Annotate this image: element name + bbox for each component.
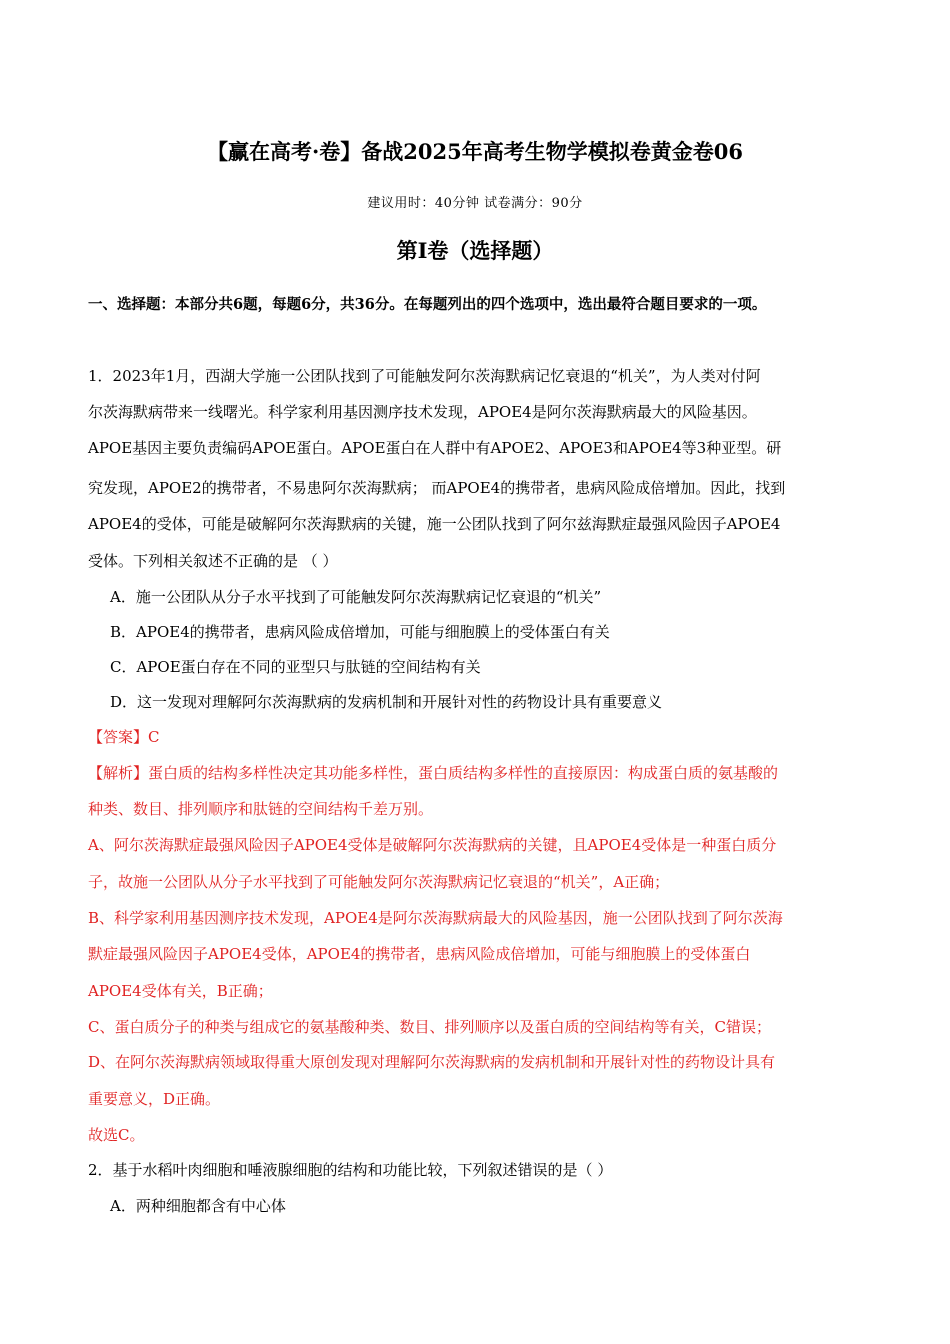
q1-analysis-line: D、在阿尔茨海默病领域取得重大原创发现对理解阿尔茨海默病的发病机制和开展针对性的药物设计具有 <box>88 1053 776 1071</box>
section-title: 第I卷（选择题） <box>396 238 554 263</box>
q1-stem-line: 究发现，APOE2的携带者，不易患阿尔茨海默病； 而APOE4的携带者，患病风险成倍增加。因此，找到 <box>88 479 786 497</box>
page-title: 【赢在高考·卷】备战2025年高考生物学模拟卷黄金卷06 <box>207 139 743 164</box>
q1-stem-line: 1．2023年1月，西湖大学施一公团队找到了可能触发阿尔茨海默病记忆衰退的“机关”，为人类对付阿 <box>88 367 761 385</box>
q1-analysis-line: B、科学家利用基因测序技术发现，APOE4是阿尔茨海默病最大的风险基因，施一公团队找到了阿尔茨海 <box>88 909 783 927</box>
q1-analysis-line: 种类、数目、排列顺序和肽链的空间结构千差万别。 <box>88 800 434 818</box>
q1-analysis-line: 子，故施一公团队从分子水平找到了可能触发阿尔茨海默病记忆衰退的“机关”，A正确； <box>88 873 670 891</box>
q1-analysis-line: APOE4受体有关，B正确； <box>88 982 273 1000</box>
q1-stem-line: 尔茨海默病带来一线曙光。科学家利用基因测序技术发现，APOE4是阿尔茨海默病最大的风险基因。 <box>88 403 757 421</box>
q2-option-a: A．两种细胞都含有中心体 <box>110 1197 286 1215</box>
q1-stem-line: 受体。下列相关叙述不正确的是 （ ） <box>88 552 338 570</box>
q1-option-a: A．施一公团队从分子水平找到了可能触发阿尔茨海默病记忆衰退的“机关” <box>110 588 602 606</box>
q1-stem-line: APOE基因主要负责编码APOE蛋白。APOE蛋白在人群中有APOE2、APOE3和APOE4等3种亚型。研 <box>88 439 782 457</box>
q1-option-b: B．APOE4的携带者，患病风险成倍增加，可能与细胞膜上的受体蛋白有关 <box>110 623 610 641</box>
q1-analysis-line: 【解析】蛋白质的结构多样性决定其功能多样性，蛋白质结构多样性的直接原因：构成蛋白质的氨基酸的 <box>88 764 779 782</box>
q1-analysis-line: A、阿尔茨海默症最强风险因子APOE4受体是破解阿尔茨海默病的关键，且APOE4受体是一种蛋白质分 <box>88 836 777 854</box>
q1-analysis-line: 默症最强风险因子APOE4受体，APOE4的携带者，患病风险成倍增加，可能与细胞膜上的受体蛋白 <box>88 945 751 963</box>
time-score-note: 建议用时：40分钟 试卷满分：90分 <box>367 196 583 211</box>
q2-stem: 2．基于水稻叶肉细胞和唾液腺细胞的结构和功能比较，下列叙述错误的是（ ） <box>88 1161 613 1179</box>
q1-conclusion: 故选C。 <box>88 1126 145 1144</box>
q1-answer: 【答案】C <box>88 728 160 746</box>
q1-stem-line: APOE4的受体，可能是破解阿尔茨海默病的关键，施一公团队找到了阿尔兹海默症最强风险因子APOE4 <box>88 515 781 533</box>
q1-analysis-line: 重要意义，D正确。 <box>88 1090 221 1108</box>
q1-option-c: C．APOE蛋白存在不同的亚型只与肽链的空间结构有关 <box>110 658 481 676</box>
section-instructions: 一、选择题：本部分共6题，每题6分，共36分。在每题列出的四个选项中，选出最符合题目要求的一项。 <box>88 296 767 313</box>
q1-analysis-line: C、蛋白质分子的种类与组成它的氨基酸种类、数目、排列顺序以及蛋白质的空间结构等有关，C错误； <box>88 1018 771 1036</box>
q1-option-d: D．这一发现对理解阿尔茨海默病的发病机制和开展针对性的药物设计具有重要意义 <box>110 693 663 711</box>
